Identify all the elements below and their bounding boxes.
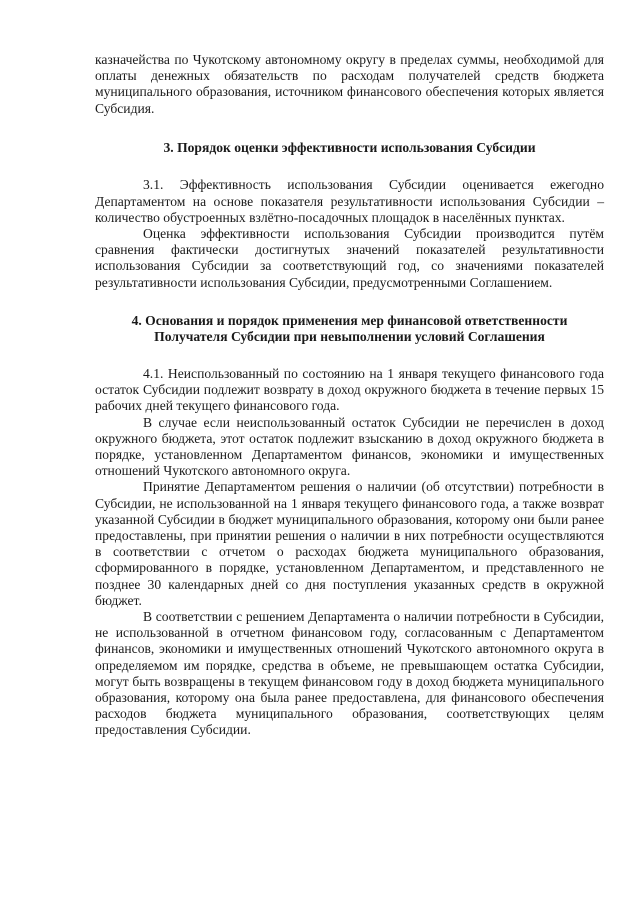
- paragraph-3-1: 3.1. Эффективность использования Субсидии оценивается ежегодно Департаментом на основе показателя результативности использования Субсидии – количество обустроенных взлётно-посадочных площадок в населённых пунктах.: [95, 177, 604, 225]
- paragraph-4-decision: Принятие Департаментом решения о наличии (об отсутствии) потребности в Субсидии, не использованной на 1 января текущего финансового года, а также возврат указанной Субсидии в бюджет муниципального образования, которому они были ранее предоставлены, при принятии решения о наличии в них потребности осуществляются в соответствии с отчетом о расходах бюджета муниципального образования, сформированного в порядке, установленном Департаментом, и представленного не позднее 30 календарных дней со дня поступления указанных средств в окружной бюджет.: [95, 479, 604, 608]
- paragraph-4-recovery: В случае если неиспользованный остаток Субсидии не перечислен в доход окружного бюджета, этот остаток подлежит взысканию в доход окружного бюджета в порядке, установленном Департаментом финансов, экономики и имущественных отношений Чукотского автономного округа.: [95, 414, 604, 479]
- section-4-heading-line-1: 4. Основания и порядок применения мер финансовой ответственности: [131, 312, 568, 328]
- section-4-heading: [95, 313, 604, 346]
- paragraph-3-evaluation: Оценка эффективности использования Субсидии производится путём сравнения фактически достигнутых значений показателей результативности использования Субсидии за соответствующий год, со значениями показателей результативности использования Субсидии, предусмотренными Соглашением.: [95, 226, 604, 290]
- paragraph-4-1: 4.1. Неиспользованный по состоянию на 1 января текущего финансового года остаток Субсидии подлежит возврату в доход окружного бюджета в течение первых 15 рабочих дней текущего финансового года.: [95, 366, 604, 414]
- paragraph-4-return: В соответствии с решением Департамента о наличии потребности в Субсидии, не использованной в отчетном финансовом году, согласованным с Департаментом финансов, экономики и имущественных отношений Чукотского автономного округа в определяемом им порядке, средства в объеме, не превышающем остатка Субсидии, могут быть возвращены в текущем финансовом году в доход бюджета муниципального образования, которому она была ранее предоставлена, для финансового обеспечения расходов бюджета муниципального образования, соответствующих целям предоставления Субсидии.: [95, 609, 604, 738]
- section-3-heading: 3. Порядок оценки эффективности использования Субсидии: [163, 139, 536, 155]
- intro-paragraph: казначейства по Чукотскому автономному округу в пределах суммы, необходимой для оплаты денежных обязательств по расходам получателей средств бюджета муниципального образования, источником финансового обеспечения которых является Субсидия.: [95, 52, 604, 116]
- section-4-heading-line-2: Получателя Субсидии при невыполнении условий Соглашения: [154, 329, 545, 345]
- document-body: [95, 52, 604, 739]
